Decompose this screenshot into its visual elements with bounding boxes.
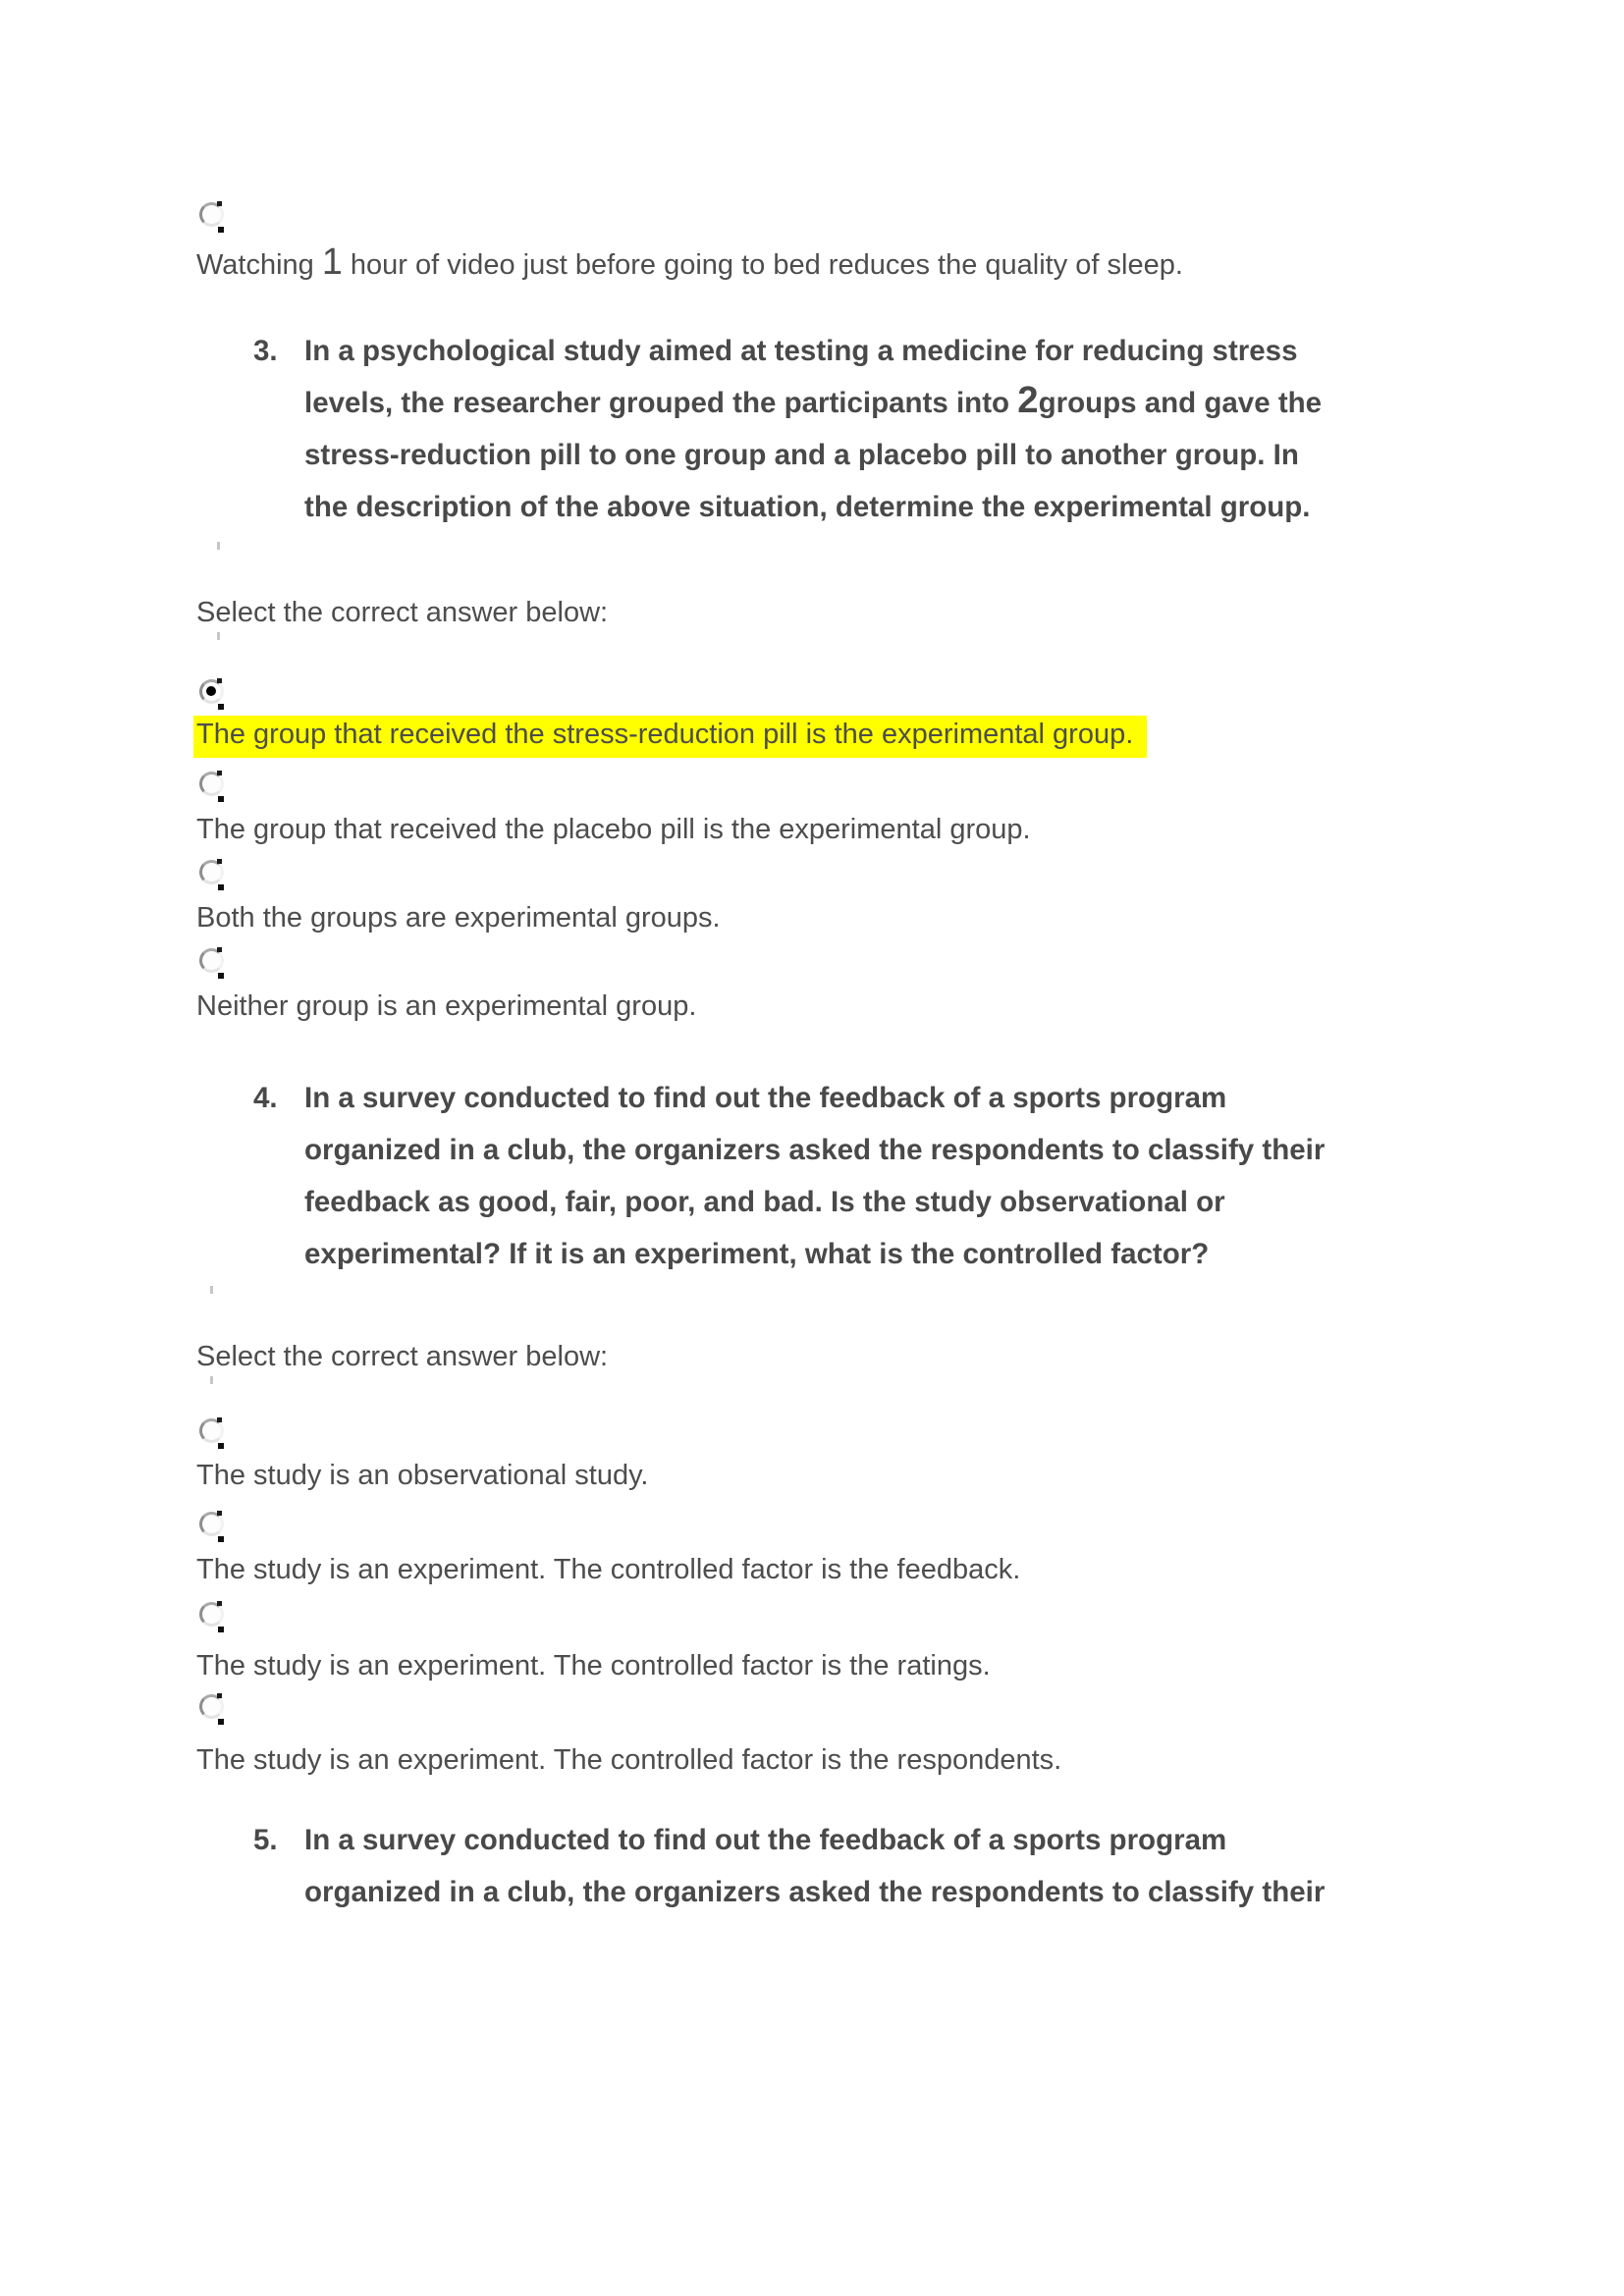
radio-button-icon[interactable] bbox=[199, 1694, 224, 1719]
radio-dot bbox=[206, 686, 216, 696]
answer-option-label[interactable]: The study is an experiment. The controlled factor is the ratings. bbox=[196, 1650, 991, 1682]
question-text-line: the description of the above situation, determine the experimental group. bbox=[304, 491, 1311, 523]
artifact-mark bbox=[210, 1376, 213, 1384]
radio-button-icon[interactable] bbox=[199, 948, 224, 973]
question-text-line: In a survey conducted to find out the feedback of a sports program bbox=[304, 1824, 1227, 1856]
question-text-line: organized in a club, the organizers asked the respondents to classify their bbox=[304, 1134, 1326, 1166]
answer-option-label[interactable]: The study is an observational study. bbox=[196, 1460, 649, 1491]
artifact-mark bbox=[217, 542, 220, 550]
question-text-line: In a survey conducted to find out the feedback of a sports program bbox=[304, 1082, 1227, 1114]
artifact-mark bbox=[217, 632, 220, 640]
radio-button-selected-icon[interactable] bbox=[199, 679, 224, 704]
question-5 bbox=[245, 1814, 1453, 1918]
answer-option-label[interactable]: The study is an experiment. The controlled factor is the respondents. bbox=[196, 1744, 1062, 1776]
radio-button-icon[interactable] bbox=[199, 202, 224, 227]
radio-button-icon[interactable] bbox=[199, 772, 224, 796]
answer-option-label[interactable]: Neither group is an experimental group. bbox=[196, 990, 697, 1022]
question-text-line: feedback as good, fair, poor, and bad. Is the study observational or bbox=[304, 1186, 1225, 1218]
select-answer-prompt: Select the correct answer below: bbox=[196, 597, 609, 628]
answer-option-label[interactable]: Both the groups are experimental groups. bbox=[196, 902, 721, 934]
radio-button-icon[interactable] bbox=[199, 1512, 224, 1536]
answer-option-label[interactable]: Watching 1 hour of video just before going to bed reduces the quality of sleep. bbox=[196, 240, 1183, 282]
answer-option-label-highlighted[interactable]: The group that received the stress-reduction pill is the experimental group. bbox=[193, 716, 1147, 758]
radio-button-icon[interactable] bbox=[199, 860, 224, 884]
question-3 bbox=[245, 325, 1453, 533]
answer-option-label[interactable]: The group that received the placebo pill is the experimental group. bbox=[196, 814, 1031, 845]
question-number: 5. bbox=[253, 1824, 278, 1856]
question-text-line: experimental? If it is an experiment, what is the controlled factor? bbox=[304, 1238, 1210, 1270]
radio-button-icon[interactable] bbox=[199, 1418, 224, 1443]
select-answer-prompt: Select the correct answer below: bbox=[196, 1341, 609, 1372]
answer-option-label[interactable]: The study is an experiment. The controlled factor is the feedback. bbox=[196, 1554, 1021, 1585]
question-4 bbox=[245, 1072, 1453, 1280]
large-numeral: 1 bbox=[321, 240, 343, 282]
question-text-line: stress-reduction pill to one group and a placebo pill to another group. In bbox=[304, 439, 1299, 471]
large-numeral: 2 bbox=[1017, 379, 1039, 421]
question-number: 3. bbox=[253, 335, 278, 367]
question-text-line: In a psychological study aimed at testing a medicine for reducing stress bbox=[304, 335, 1298, 367]
question-text-line: organized in a club, the organizers asked the respondents to classify their bbox=[304, 1876, 1326, 1908]
artifact-mark bbox=[210, 1286, 213, 1294]
radio-button-icon[interactable] bbox=[199, 1602, 224, 1627]
question-text-line: levels, the researcher grouped the participants into 2groups and gave the bbox=[304, 379, 1323, 421]
question-number: 4. bbox=[253, 1082, 278, 1114]
